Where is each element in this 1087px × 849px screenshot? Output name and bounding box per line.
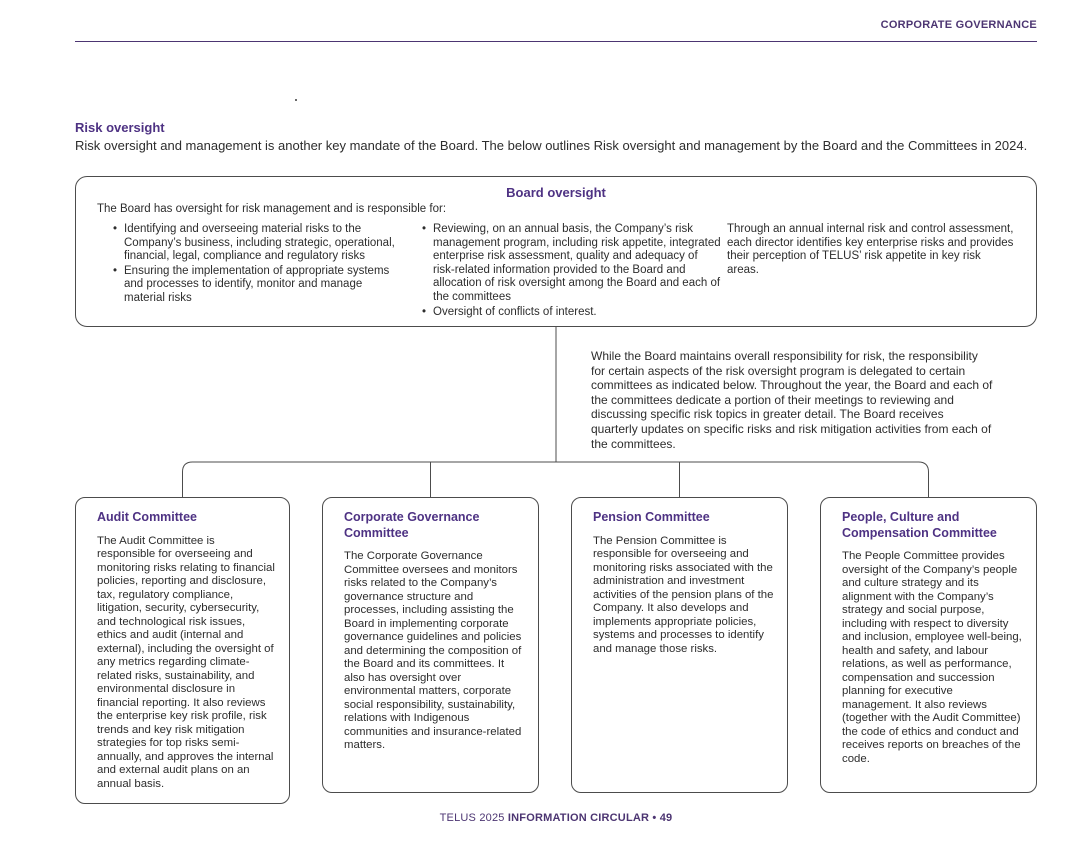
board-col2-bullet-2: • Oversight of conflicts of interest. xyxy=(420,306,722,320)
section-title: Risk oversight xyxy=(75,120,165,135)
committee-body: The Audit Committee is responsible for overseeing and monitoring risks relating to financial policies, reporting and disclosure, tax, regulatory compliance, litigation, security, cybersecurity, and technological risk issues, ethics and audit (internal and external), including the oversight of any metrics regarding climate-related risks, sustainability, and environmental disclosure in financial reporting. It also reviews the enterprise key risk profile, risk trends and key risk mitigation strategies for top risks semi-annually, and approves the internal and external audit plans on an annual basis. xyxy=(97,534,275,790)
committee-body: The People Committee provides oversight of the Company’s people and culture strategy and its alignment with the Company’s strategy and social purpose, including with respect to diversity and inclusion, employee well-being, health and safety, and labour relations, as well as performance, compensation and succession planning for executive management. It also reviews (together with the Audit Committee) the code of ethics and conduct and receives reports on breaches of the code. xyxy=(842,550,1022,765)
board-oversight-title: Board oversight xyxy=(506,185,606,200)
committee-title: Audit Committee xyxy=(97,510,197,524)
footer-document-name: TELUS 2025 xyxy=(439,812,505,824)
board-col2-bullet-1: • Reviewing, on an annual basis, the Company’s risk management program, including risk appetite, integrated enterprise risk assessment, quality and adequacy of risk-related information provided to the Board and allocation of risk oversight among the Board and each of the committees xyxy=(420,223,722,305)
committee-box-people-culture-compensation xyxy=(820,497,1037,793)
board-oversight-box xyxy=(75,176,1037,327)
section-intro: Risk oversight and management is another key mandate of the Board. The below outlines Risk oversight and management by the Board and the Committees in 2024. xyxy=(75,138,1028,153)
board-lead: The Board has oversight for risk management and is responsible for: xyxy=(97,203,447,215)
delegation-note: While the Board maintains overall responsibility for risk, the responsibility for certain aspects of the risk oversight program is delegated to certain committees as indicated below. Throughout the year, the Board and each of the committees dedicate a portion of their meetings to reviewing and discussing specific risk topics in greater detail. The Board receives quarterly updates on specific risks and risk mitigation activities from each of the committees. xyxy=(591,349,993,451)
page-footer xyxy=(75,812,1037,824)
committee-title: Corporate Governance Committee xyxy=(344,510,480,540)
committee-box-corporate-governance xyxy=(322,497,539,793)
board-column-1 xyxy=(111,223,395,307)
committee-body: The Corporate Governance Committee oversees and monitors risks related to the Company’s governance structure and processes, including assisting the Board in implementing corporate governance guidelines and policies and determining the composition of the Board and its committees. It also has oversight over environmental matters, corporate social responsibility, sustainability, relations with Indigenous communities and insurance-related matters. xyxy=(344,550,522,751)
committee-title: Pension Committee xyxy=(593,510,710,524)
committee-title: People, Culture and Compensation Committee xyxy=(842,510,997,540)
committee-box-audit xyxy=(75,497,290,804)
running-header: CORPORATE GOVERNANCE xyxy=(880,19,1037,31)
committee-box-pension xyxy=(571,497,788,793)
board-col1-bullet-1: • Identifying and overseeing material risks to the Company’s business, including strategic, operational, financial, legal, compliance and regulatory risks xyxy=(111,223,395,264)
committee-body: The Pension Committee is responsible for overseeing and monitoring risks associated with the administration and investment activities of the pension plans of the Company. It also develops and implements appropriate policies, systems and processes to identify and manage those risks. xyxy=(593,534,774,655)
board-column-3: Through an annual internal risk and control assessment, each director identifies key enterprise risks and provides their perception of TELUS’ risk appetite in key risk areas. xyxy=(727,223,1014,276)
board-col1-bullet-2: • Ensuring the implementation of appropriate systems and processes to identify, monitor and manage material risks xyxy=(111,265,395,306)
footer-page-number: INFORMATION CIRCULAR • 49 xyxy=(507,812,673,824)
board-column-2 xyxy=(420,223,722,320)
